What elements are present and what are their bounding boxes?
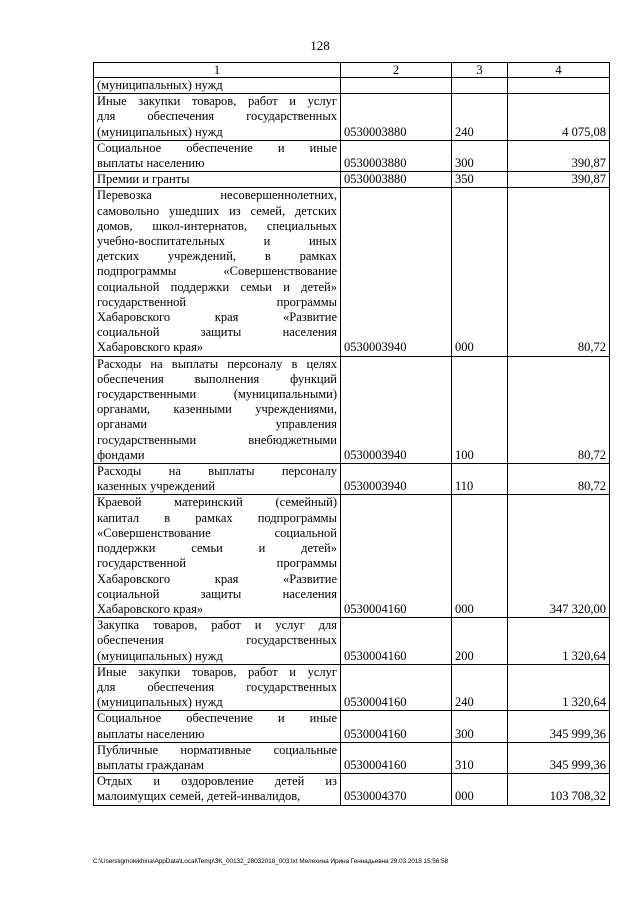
amount-cell: 347 320,00 (508, 495, 610, 618)
expense-name-line: Расходы на выплаты персоналу в целях (97, 356, 337, 371)
table-row (94, 774, 610, 805)
expense-kind-cell: 240 (452, 664, 508, 711)
target-article-code-cell: 0530004370 (341, 774, 452, 805)
expense-name-line: капитал в рамках подпрограммы (97, 510, 337, 525)
table-body (94, 78, 610, 806)
table-row (94, 140, 610, 171)
expense-name-line: обеспечения выполнения функций (97, 371, 337, 386)
table-row (94, 172, 610, 188)
amount-cell: 1 320,64 (508, 618, 610, 665)
expense-name-line: фондами (97, 447, 145, 462)
expense-kind-cell (452, 78, 508, 94)
table-row (94, 664, 610, 711)
expense-name-line: домов, школ-интернатов, специальных (97, 218, 337, 233)
expense-name-line: Публичные нормативные социальные (97, 742, 337, 757)
target-article-code-cell: 0530004160 (341, 711, 452, 742)
expense-name-line: «Совершенствование социальной (97, 525, 337, 540)
target-article-code-cell: 0530003880 (341, 172, 452, 188)
expense-name-line: Хабаровского края» (97, 340, 204, 355)
budget-table (93, 62, 610, 806)
expense-kind-cell: 310 (452, 742, 508, 773)
expense-name-cell (94, 188, 341, 356)
amount-cell: 390,87 (508, 172, 610, 188)
header-col-2: 2 (341, 63, 452, 78)
expense-name-cell (94, 495, 341, 618)
expense-name-line: государственной программы (97, 294, 337, 309)
expense-name-line: Социальное обеспечение и иные (97, 711, 337, 726)
expense-name-line: Перевозка несовершеннолетних, (97, 188, 337, 203)
expense-name-line: (муниципальных) нужд (97, 124, 223, 139)
page-number: 128 (310, 38, 330, 53)
expense-name-line: обеспечения государственных (97, 633, 337, 648)
expense-name-line: для обеспечения государственных (97, 679, 337, 694)
table-header-row (94, 63, 610, 78)
expense-name-line: Хабаровского края «Развитие (97, 571, 337, 586)
expense-name-cell (94, 664, 341, 711)
expense-name-line: Иные закупки товаров, работ и услуг (97, 664, 337, 679)
expense-kind-cell: 300 (452, 711, 508, 742)
expense-name-line: детских учреждений, в рамках (97, 249, 337, 264)
expense-kind-cell: 000 (452, 774, 508, 805)
expense-name-line: Хабаровского края «Развитие (97, 310, 337, 325)
file-path-footer: C:\Users\igmolekhina\AppData\Local\Temp\3K_00132_28032018_003.txt Мелехина Ирина Геннадьевна 29.03.2018 15:56:58 (93, 858, 448, 865)
amount-cell: 345 999,36 (508, 742, 610, 773)
expense-name-line: Премии и гранты (97, 172, 190, 187)
expense-kind-cell: 240 (452, 94, 508, 141)
table-row (94, 711, 610, 742)
expense-name-line: выплаты гражданам (97, 757, 205, 772)
expense-name-line: Отдых и оздоровление детей из (97, 774, 337, 789)
target-article-code-cell: 0530004160 (341, 664, 452, 711)
expense-name-cell (94, 78, 341, 94)
expense-name-line: (муниципальных) нужд (97, 695, 223, 710)
expense-name-line: государственной программы (97, 556, 337, 571)
expense-name-line: подпрограммы «Совершенствование (97, 264, 337, 279)
expense-name-line: для обеспечения государственных (97, 109, 337, 124)
expense-name-line: государственными (муниципальными) (97, 387, 337, 402)
amount-cell: 103 708,32 (508, 774, 610, 805)
expense-kind-cell: 110 (452, 464, 508, 495)
amount-cell (508, 78, 610, 94)
expense-name-line: (муниципальных) нужд (97, 648, 223, 663)
table-row (94, 188, 610, 356)
expense-name-line: казенных учреждений (97, 479, 216, 494)
expense-name-line: самовольно ушедших из семей, детских (97, 203, 337, 218)
expense-name-line: выплаты населению (97, 156, 205, 171)
amount-cell: 345 999,36 (508, 711, 610, 742)
expense-name-line: Расходы на выплаты персоналу (97, 464, 337, 479)
expense-kind-cell: 300 (452, 140, 508, 171)
expense-name-line: учебно-воспитательных и иных (97, 234, 337, 249)
expense-name-line: выплаты населению (97, 726, 205, 741)
amount-cell: 390,87 (508, 140, 610, 171)
expense-kind-cell: 100 (452, 356, 508, 463)
table-row (94, 356, 610, 463)
expense-name-line: поддержки семьи и детей» (97, 541, 337, 556)
expense-name-cell (94, 711, 341, 742)
amount-cell: 80,72 (508, 464, 610, 495)
table-row (94, 78, 610, 94)
expense-name-cell (94, 94, 341, 141)
expense-name-line: Хабаровского края» (97, 601, 204, 616)
amount-cell: 1 320,64 (508, 664, 610, 711)
expense-name-line: (муниципальных) нужд (97, 78, 223, 92)
table-row (94, 94, 610, 141)
expense-name-line: органами управления (97, 417, 337, 432)
expense-name-line: государственными внебюджетными (97, 432, 337, 447)
target-article-code-cell: 0530003880 (341, 140, 452, 171)
expense-name-line: социальной поддержки семьи и детей» (97, 279, 337, 294)
amount-cell: 80,72 (508, 188, 610, 356)
table-row (94, 464, 610, 495)
header-col-3: 3 (452, 63, 508, 78)
target-article-code-cell (341, 78, 452, 94)
expense-name-cell (94, 172, 341, 188)
table-row (94, 495, 610, 618)
expense-name-cell (94, 356, 341, 463)
expense-name-line: Социальное обеспечение и иные (97, 140, 337, 155)
table-row (94, 618, 610, 665)
target-article-code-cell: 0530004160 (341, 618, 452, 665)
expense-kind-cell: 350 (452, 172, 508, 188)
target-article-code-cell: 0530003940 (341, 188, 452, 356)
target-article-code-cell: 0530004160 (341, 495, 452, 618)
header-col-4: 4 (508, 63, 610, 78)
expense-name-line: органами, казенными учреждениями, (97, 402, 337, 417)
expense-name-line: Иные закупки товаров, работ и услуг (97, 94, 337, 109)
target-article-code-cell: 0530004160 (341, 742, 452, 773)
expense-name-line: малоимущих семей, детей-инвалидов, (97, 789, 301, 804)
amount-cell: 4 075,08 (508, 94, 610, 141)
expense-name-cell (94, 464, 341, 495)
expense-name-cell (94, 742, 341, 773)
target-article-code-cell: 0530003880 (341, 94, 452, 141)
header-col-1: 1 (94, 63, 341, 78)
expense-name-line: социальной защиты населения (97, 325, 337, 340)
expense-kind-cell: 200 (452, 618, 508, 665)
table-row (94, 742, 610, 773)
expense-name-cell (94, 774, 341, 805)
expense-name-line: Краевой материнский (семейный) (97, 495, 337, 510)
expense-name-line: Закупка товаров, работ и услуг для (97, 618, 337, 633)
expense-name-cell (94, 140, 341, 171)
target-article-code-cell: 0530003940 (341, 464, 452, 495)
expense-kind-cell: 000 (452, 188, 508, 356)
expense-name-cell (94, 618, 341, 665)
target-article-code-cell: 0530003940 (341, 356, 452, 463)
expense-name-line: социальной защиты населения (97, 586, 337, 601)
amount-cell: 80,72 (508, 356, 610, 463)
expense-kind-cell: 000 (452, 495, 508, 618)
